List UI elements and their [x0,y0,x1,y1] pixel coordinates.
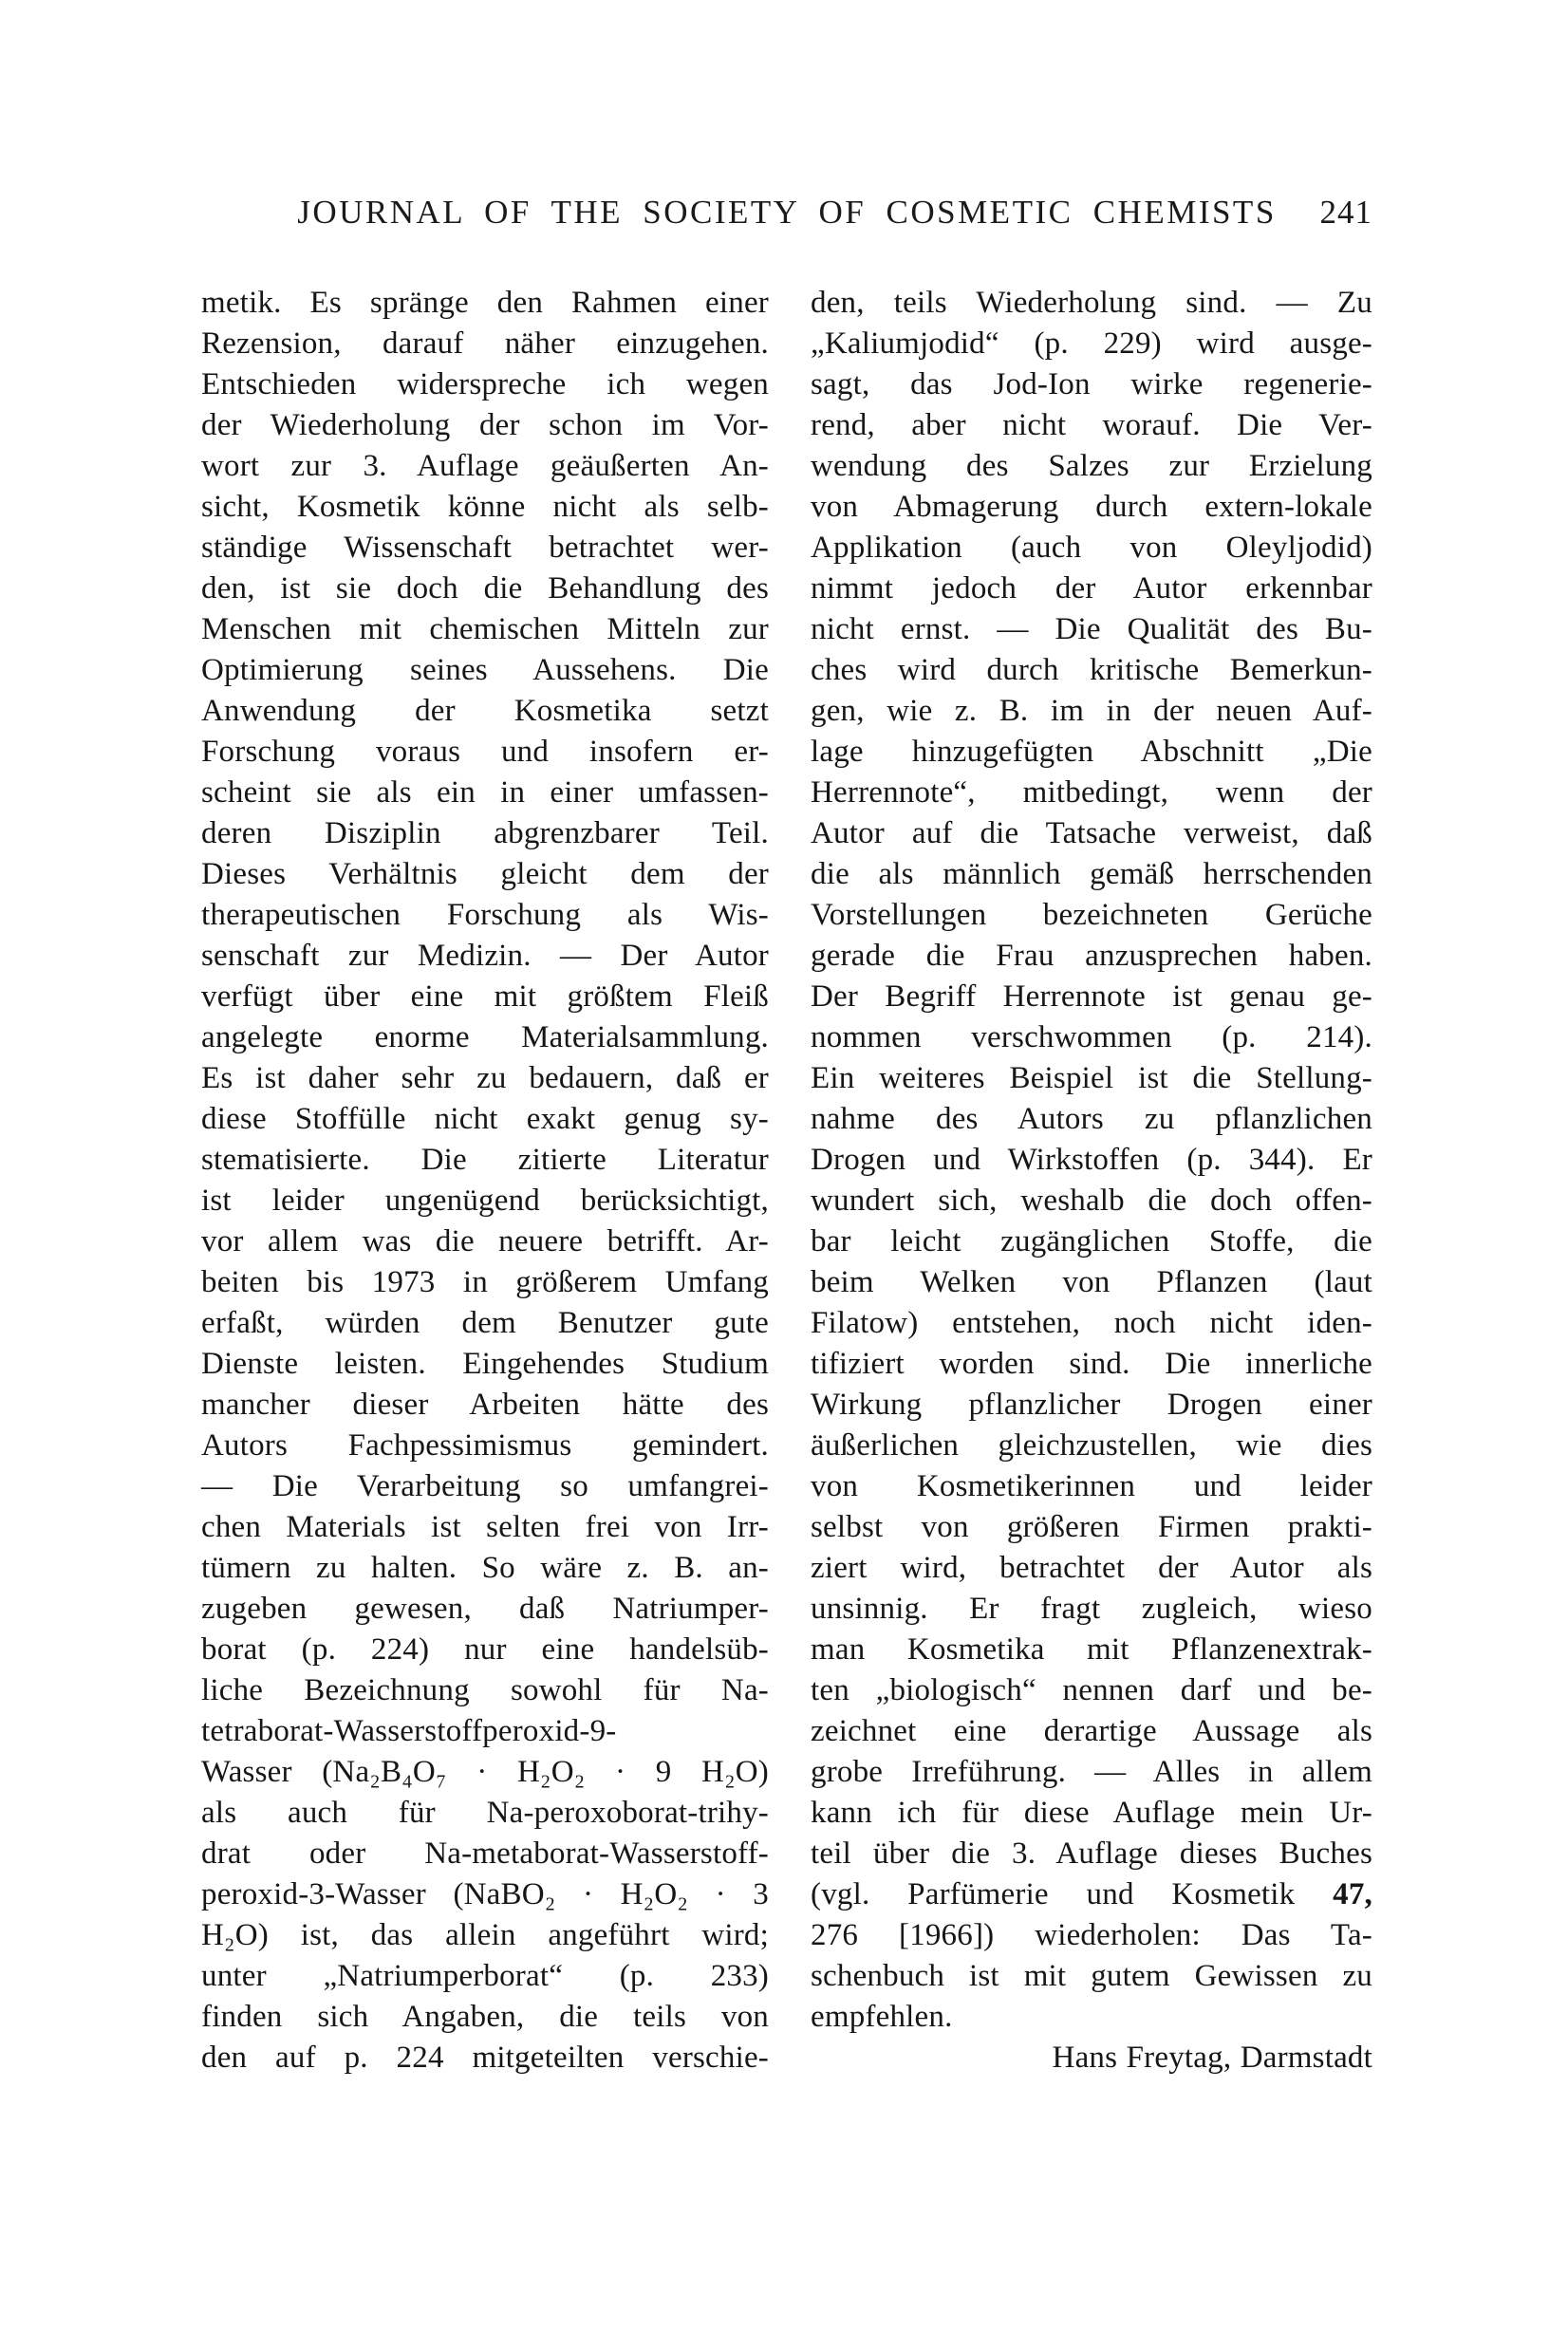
text-line: Filatow) entstehen, noch nicht iden- [811,1306,1372,1340]
text-line: nahme des Autors zu pflanzlichen [811,1102,1372,1136]
text-line: erfaßt, würden dem Benutzer gute [201,1306,769,1340]
text-line: zeichnet eine derartige Aussage als [811,1714,1372,1748]
text-line: ten „biologisch“ nennen darf und be- [811,1673,1372,1707]
text-line: lage hinzugefügten Abschnitt „Die [811,735,1372,769]
text-line: ches wird durch kritische Bemerkun- [811,653,1372,687]
text-line: scheint sie als ein in einer umfassen- [201,775,769,810]
text-line: von Abmagerung durch extern-lokale [811,490,1372,524]
text-line: tifiziert worden sind. Die innerliche [811,1347,1372,1381]
text-line: „Kaliumjodid“ (p. 229) wird ausge- [811,326,1372,361]
text-line: Der Begriff Herrennote ist genau ge- [811,979,1372,1014]
text-line: Forschung voraus und insofern er- [201,735,769,769]
text-line: diese Stoffülle nicht exakt genug sy- [201,1102,769,1136]
text-line: deren Disziplin abgrenzbarer Teil. [201,816,769,850]
text-line: schenbuch ist mit gutem Gewissen zu [811,1959,1372,1993]
text-line: ziert wird, betrachtet der Autor als [811,1551,1372,1585]
text-line: peroxid-3-Wasser (NaBO₂ · H₂O₂ · 3 [201,1877,769,1911]
left-column [201,283,769,2079]
text-line: Ein weiteres Beispiel ist die Stellung- [811,1061,1372,1095]
text-line: den auf p. 224 mitgeteilten verschie- [201,2041,769,2075]
text-line: Rezension, darauf näher einzugehen. [201,326,769,361]
text-line: drat oder Na-metaborat-Wasserstoff- [201,1836,769,1871]
text-line: wort zur 3. Auflage geäußerten An- [201,449,769,483]
text-line: grobe Irreführung. — Alles in allem [811,1755,1372,1789]
text-line: therapeutischen Forschung als Wis- [201,898,769,932]
text-line: vor allem was die neuere betrifft. Ar- [201,1224,769,1258]
text-line: wendung des Salzes zur Erzielung [811,449,1372,483]
journal-title: JOURNAL OF THE SOCIETY OF COSMETIC CHEMISTS [297,194,1277,231]
text-line: beim Welken von Pflanzen (laut [811,1265,1372,1299]
text-line [811,1874,1372,1915]
text-line: borat (p. 224) nur eine handelsüb- [201,1632,769,1667]
text-line: Wirkung pflanzlicher Drogen einer [811,1388,1372,1422]
text-segment: (vgl. Parfümerie und Kosmetik [811,1877,1334,1911]
text-line: als auch für Na-peroxoborat-trihy- [201,1796,769,1830]
text-line: 276 [1966]) wiederholen: Das Ta- [811,1918,1372,1952]
text-line: tetraborat-Wasserstoffperoxid-9- [201,1714,617,1748]
text-line: von Kosmetikerinnen und leider [811,1469,1372,1503]
text-line: Autor auf die Tatsache verweist, daß [811,816,1372,850]
text-line: metik. Es spränge den Rahmen einer [201,286,769,320]
book-review-text [201,283,1372,2079]
text-line: teil über die 3. Auflage dieses Buches [811,1836,1372,1871]
text-line: Autors Fachpessimismus gemindert. [201,1428,769,1463]
text-line: verfügt über eine mit größtem Fleiß [201,979,769,1014]
text-line: wundert sich, weshalb die doch offen- [811,1184,1372,1218]
text-line: selbst von größeren Firmen prakti- [811,1510,1372,1544]
text-line: Vorstellungen bezeichneten Gerüche [811,898,1372,932]
text-line: empfehlen. [811,2000,953,2034]
text-line: bar leicht zugänglichen Stoffe, die [811,1224,1372,1258]
text-line: zugeben gewesen, daß Natriumper- [201,1592,769,1626]
text-line: nimmt jedoch der Autor erkennbar [811,571,1372,606]
text-line: Dieses Verhältnis gleicht dem der [201,857,769,891]
text-line: Entschieden widerspreche ich wegen [201,367,769,401]
text-line: kann ich für diese Auflage mein Ur- [811,1796,1372,1830]
text-line: stematisierte. Die zitierte Literatur [201,1143,769,1177]
text-line: H₂O) ist, das allein angeführt wird; [201,1918,769,1952]
text-line: Wasser (Na₂B₄O₇ · H₂O₂ · 9 H₂O) [201,1755,769,1789]
text-line: tümern zu halten. So wäre z. B. an- [201,1551,769,1585]
text-line: senschaft zur Medizin. — Der Autor [201,939,769,973]
text-line: sicht, Kosmetik könne nicht als selb- [201,490,769,524]
text-line: Applikation (auch von Oleyljodid) [811,531,1372,565]
text-line: rend, aber nicht worauf. Die Ver- [811,408,1372,442]
text-line: gerade die Frau anzusprechen haben. [811,939,1372,973]
text-line: äußerlichen gleichzustellen, wie dies [811,1428,1372,1463]
text-line: unsinnig. Er fragt zugleich, wieso [811,1592,1372,1626]
text-line: liche Bezeichnung sowohl für Na- [201,1673,769,1707]
text-line: den, teils Wiederholung sind. — Zu [811,286,1372,320]
text-line: chen Materials ist selten frei von Irr- [201,1510,769,1544]
text-line: Menschen mit chemischen Mitteln zur [201,612,769,646]
running-head [201,194,1372,239]
text-line: Es ist daher sehr zu bedauern, daß er [201,1061,769,1095]
text-line: gen, wie z. B. im in der neuen Auf- [811,694,1372,728]
text-line: ständige Wissenschaft betrachtet wer- [201,531,769,565]
right-column [811,283,1372,2079]
text-line: mancher dieser Arbeiten hätte des [201,1388,769,1422]
text-line: den, ist sie doch die Behandlung des [201,571,769,606]
text-line: nommen verschwommen (p. 214). [811,1020,1372,1054]
text-line: Herrennote“, mitbedingt, wenn der [811,775,1372,810]
text-line: Drogen und Wirkstoffen (p. 344). Er [811,1143,1372,1177]
text-line: finden sich Angaben, die teils von [201,2000,769,2034]
text-line: — Die Verarbeitung so umfangrei- [201,1469,769,1503]
text-line: angelegte enorme Materialsammlung. [201,1020,769,1054]
text-line: sagt, das Jod-Ion wirke regenerie- [811,367,1372,401]
text-line: man Kosmetika mit Pflanzenextrak- [811,1632,1372,1667]
text-line: ist leider ungenügend berücksichtigt, [201,1184,769,1218]
text-line: Optimierung seines Aussehens. Die [201,653,769,687]
text-line: der Wiederholung der schon im Vor- [201,408,769,442]
text-line: die als männlich gemäß herrschenden [811,857,1372,891]
volume-number: 47, [1333,1877,1372,1911]
text-line: nicht ernst. — Die Qualität des Bu- [811,612,1372,646]
page-number: 241 [1319,194,1372,231]
text-line: beiten bis 1973 in größerem Umfang [201,1265,769,1299]
text-line: Anwendung der Kosmetika setzt [201,694,769,728]
text-line: unter „Natriumperborat“ (p. 233) [201,1959,769,1993]
text-line: Hans Freytag, Darmstadt [1052,2041,1372,2075]
text-line: Dienste leisten. Eingehendes Studium [201,1347,769,1381]
